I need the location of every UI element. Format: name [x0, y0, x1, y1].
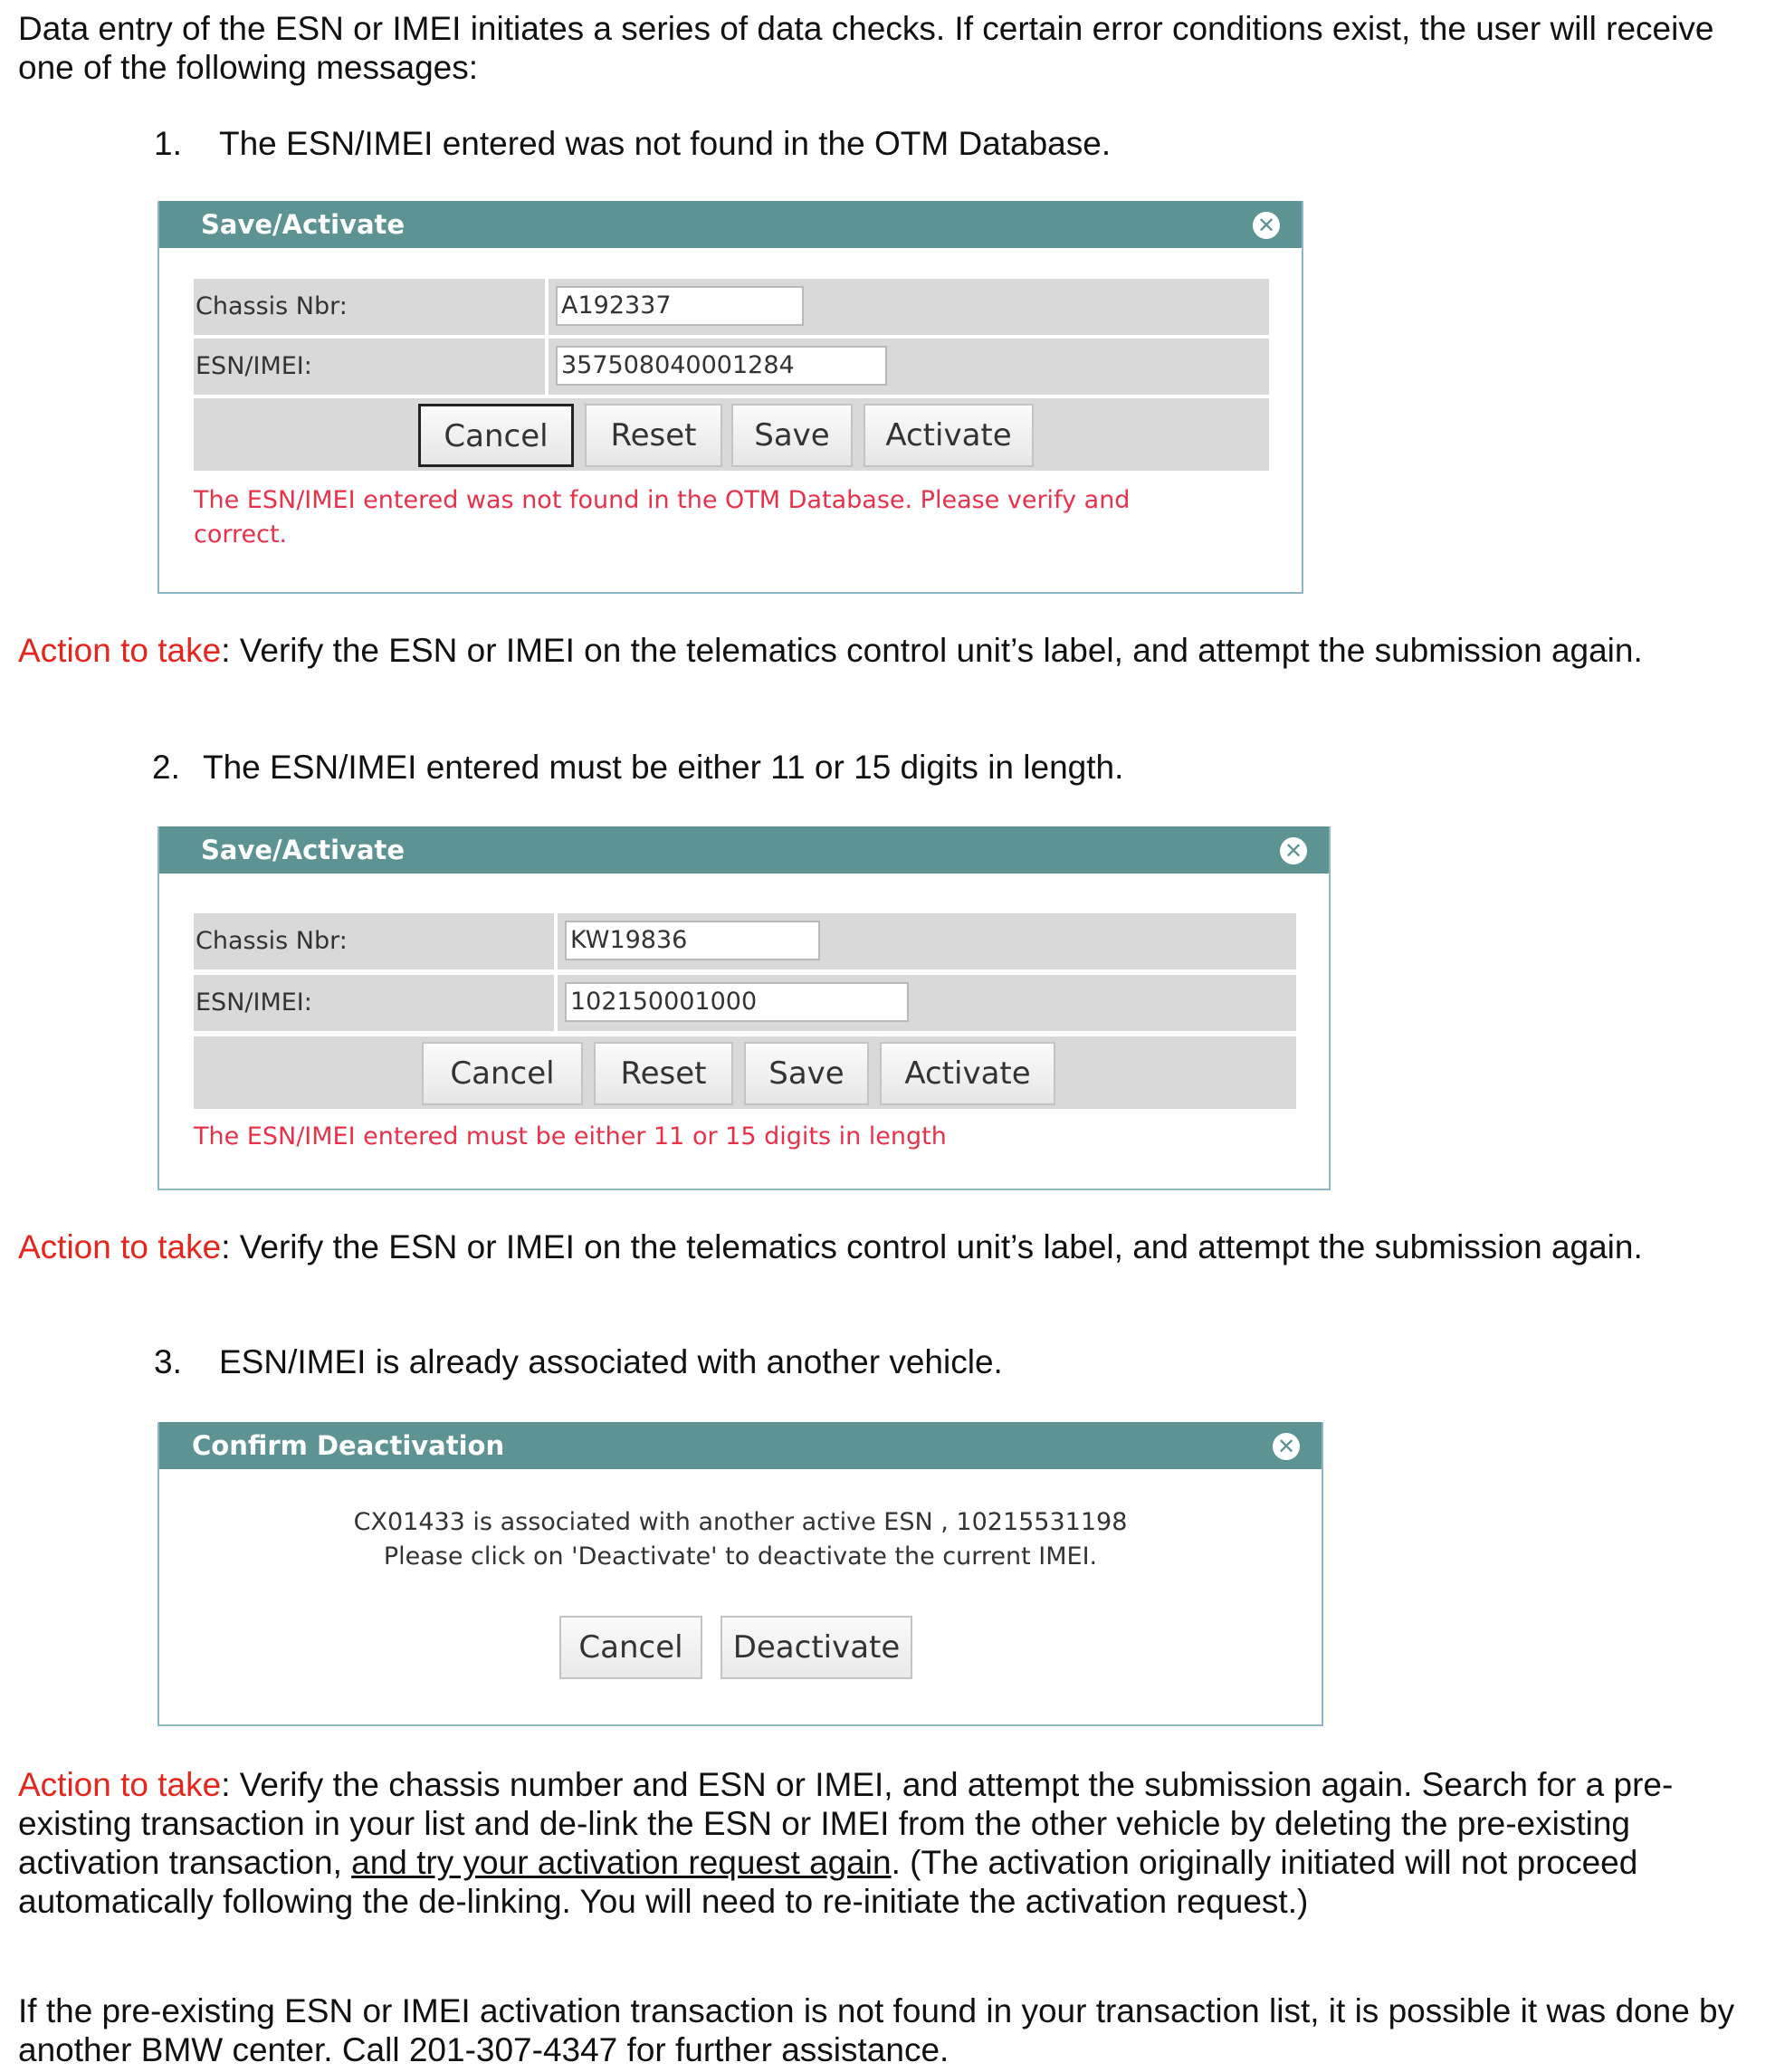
- error-message: The ESN/IMEI entered was not found in the OTM Database. Please verify and correct.: [194, 486, 1131, 549]
- chassis-input[interactable]: KW19836: [565, 921, 820, 960]
- deactivation-message-line-2: Please click on 'Deactivate' to deactivate the current IMEI.: [383, 1542, 1098, 1571]
- case-1-number: 1.: [154, 125, 182, 162]
- reset-button[interactable]: Reset: [585, 404, 722, 467]
- error-message: The ESN/IMEI entered must be either 11 or 15 digits in length: [194, 1122, 947, 1151]
- dialog-title: Confirm Deactivation: [192, 1430, 505, 1461]
- case-2-action: [18, 1227, 1761, 1266]
- cancel-button[interactable]: Cancel: [422, 1042, 583, 1105]
- case-1-action: [18, 631, 1761, 670]
- case-1-heading: [154, 124, 1111, 163]
- dialog-title-bar: [159, 826, 1329, 874]
- action-label: Action to take: [18, 1228, 222, 1265]
- close-icon[interactable]: ✕: [1253, 212, 1280, 239]
- case-2-title: The ESN/IMEI entered must be either 11 or 15 digits in length.: [203, 749, 1124, 786]
- row-divider: [554, 975, 558, 1031]
- action-text: : Verify the chassis number and ESN or IMEI, and attempt the submission again. Search for a pre-existing transaction in your list and de-link the ESN or IMEI from the other vehicle by deleting the pre-existing activation transaction,: [18, 1766, 1674, 1881]
- chassis-row: [194, 913, 1296, 969]
- footer-paragraph: If the pre-existing ESN or IMEI activation transaction is not found in your transaction list, it is possible it was done by another BMW center. Call 201-307-4347 for further assistance.: [18, 1992, 1735, 2068]
- case-3-title: ESN/IMEI is already associated with another vehicle.: [219, 1343, 1003, 1380]
- esn-row: [194, 339, 1269, 395]
- activate-button[interactable]: Activate: [880, 1042, 1055, 1105]
- confirm-deactivation-dialog: [157, 1422, 1323, 1726]
- case-2-number: 2.: [152, 749, 180, 786]
- activate-button[interactable]: Activate: [864, 404, 1034, 467]
- action-label: Action to take: [18, 1766, 222, 1803]
- save-activate-dialog-1: [157, 201, 1303, 594]
- close-icon[interactable]: ✕: [1280, 837, 1307, 864]
- row-divider: [545, 279, 549, 335]
- chassis-label: Chassis Nbr:: [196, 927, 348, 955]
- deactivate-button[interactable]: Deactivate: [720, 1616, 912, 1679]
- row-divider: [554, 913, 558, 969]
- dialog-title: Save/Activate: [201, 835, 406, 865]
- case-3-action: [18, 1765, 1761, 1921]
- chassis-input[interactable]: A192337: [556, 286, 804, 326]
- action-label: Action to take: [18, 632, 222, 669]
- action-text-note: . (The activation originally initiated will not proceed automatically following the de-linking. You will need to re-initiate the activation request.): [18, 1844, 1638, 1920]
- row-divider: [545, 339, 549, 395]
- cancel-button[interactable]: Cancel: [418, 404, 574, 467]
- save-button[interactable]: Save: [744, 1042, 869, 1105]
- chassis-label: Chassis Nbr:: [196, 292, 348, 320]
- dialog-title-bar: [159, 201, 1302, 248]
- try-again-emphasis: and try your activation request again: [351, 1844, 892, 1881]
- esn-label: ESN/IMEI:: [196, 988, 312, 1017]
- case-2-heading: [152, 748, 1123, 787]
- deactivation-message-line-1: CX01433 is associated with another active ESN , 10215531198: [353, 1508, 1128, 1536]
- chassis-row: [194, 279, 1269, 335]
- action-text: : Verify the ESN or IMEI on the telematics control unit’s label, and attempt the submission again.: [221, 632, 1643, 669]
- dialog-title-bar: [159, 1422, 1322, 1469]
- button-row: [194, 1036, 1296, 1109]
- cancel-button[interactable]: Cancel: [559, 1616, 702, 1679]
- close-icon[interactable]: ✕: [1273, 1433, 1300, 1460]
- esn-input[interactable]: 357508040001284: [556, 346, 887, 386]
- reset-button[interactable]: Reset: [594, 1042, 733, 1105]
- save-button[interactable]: Save: [731, 404, 853, 467]
- case-3-heading: [154, 1342, 1003, 1381]
- dialog-title: Save/Activate: [201, 209, 406, 240]
- action-text: : Verify the ESN or IMEI on the telematics control unit’s label, and attempt the submission again.: [221, 1228, 1643, 1265]
- esn-label: ESN/IMEI:: [196, 352, 312, 380]
- intro-paragraph: Data entry of the ESN or IMEI initiates a series of data checks. If certain error conditions exist, the user will receive one of the following messages:: [18, 10, 1714, 86]
- esn-row: [194, 975, 1296, 1031]
- case-1-title: The ESN/IMEI entered was not found in the OTM Database.: [219, 125, 1112, 162]
- esn-input[interactable]: 102150001000: [565, 982, 909, 1022]
- button-row: [194, 398, 1269, 471]
- save-activate-dialog-2: [157, 826, 1331, 1190]
- case-3-number: 3.: [154, 1343, 182, 1380]
